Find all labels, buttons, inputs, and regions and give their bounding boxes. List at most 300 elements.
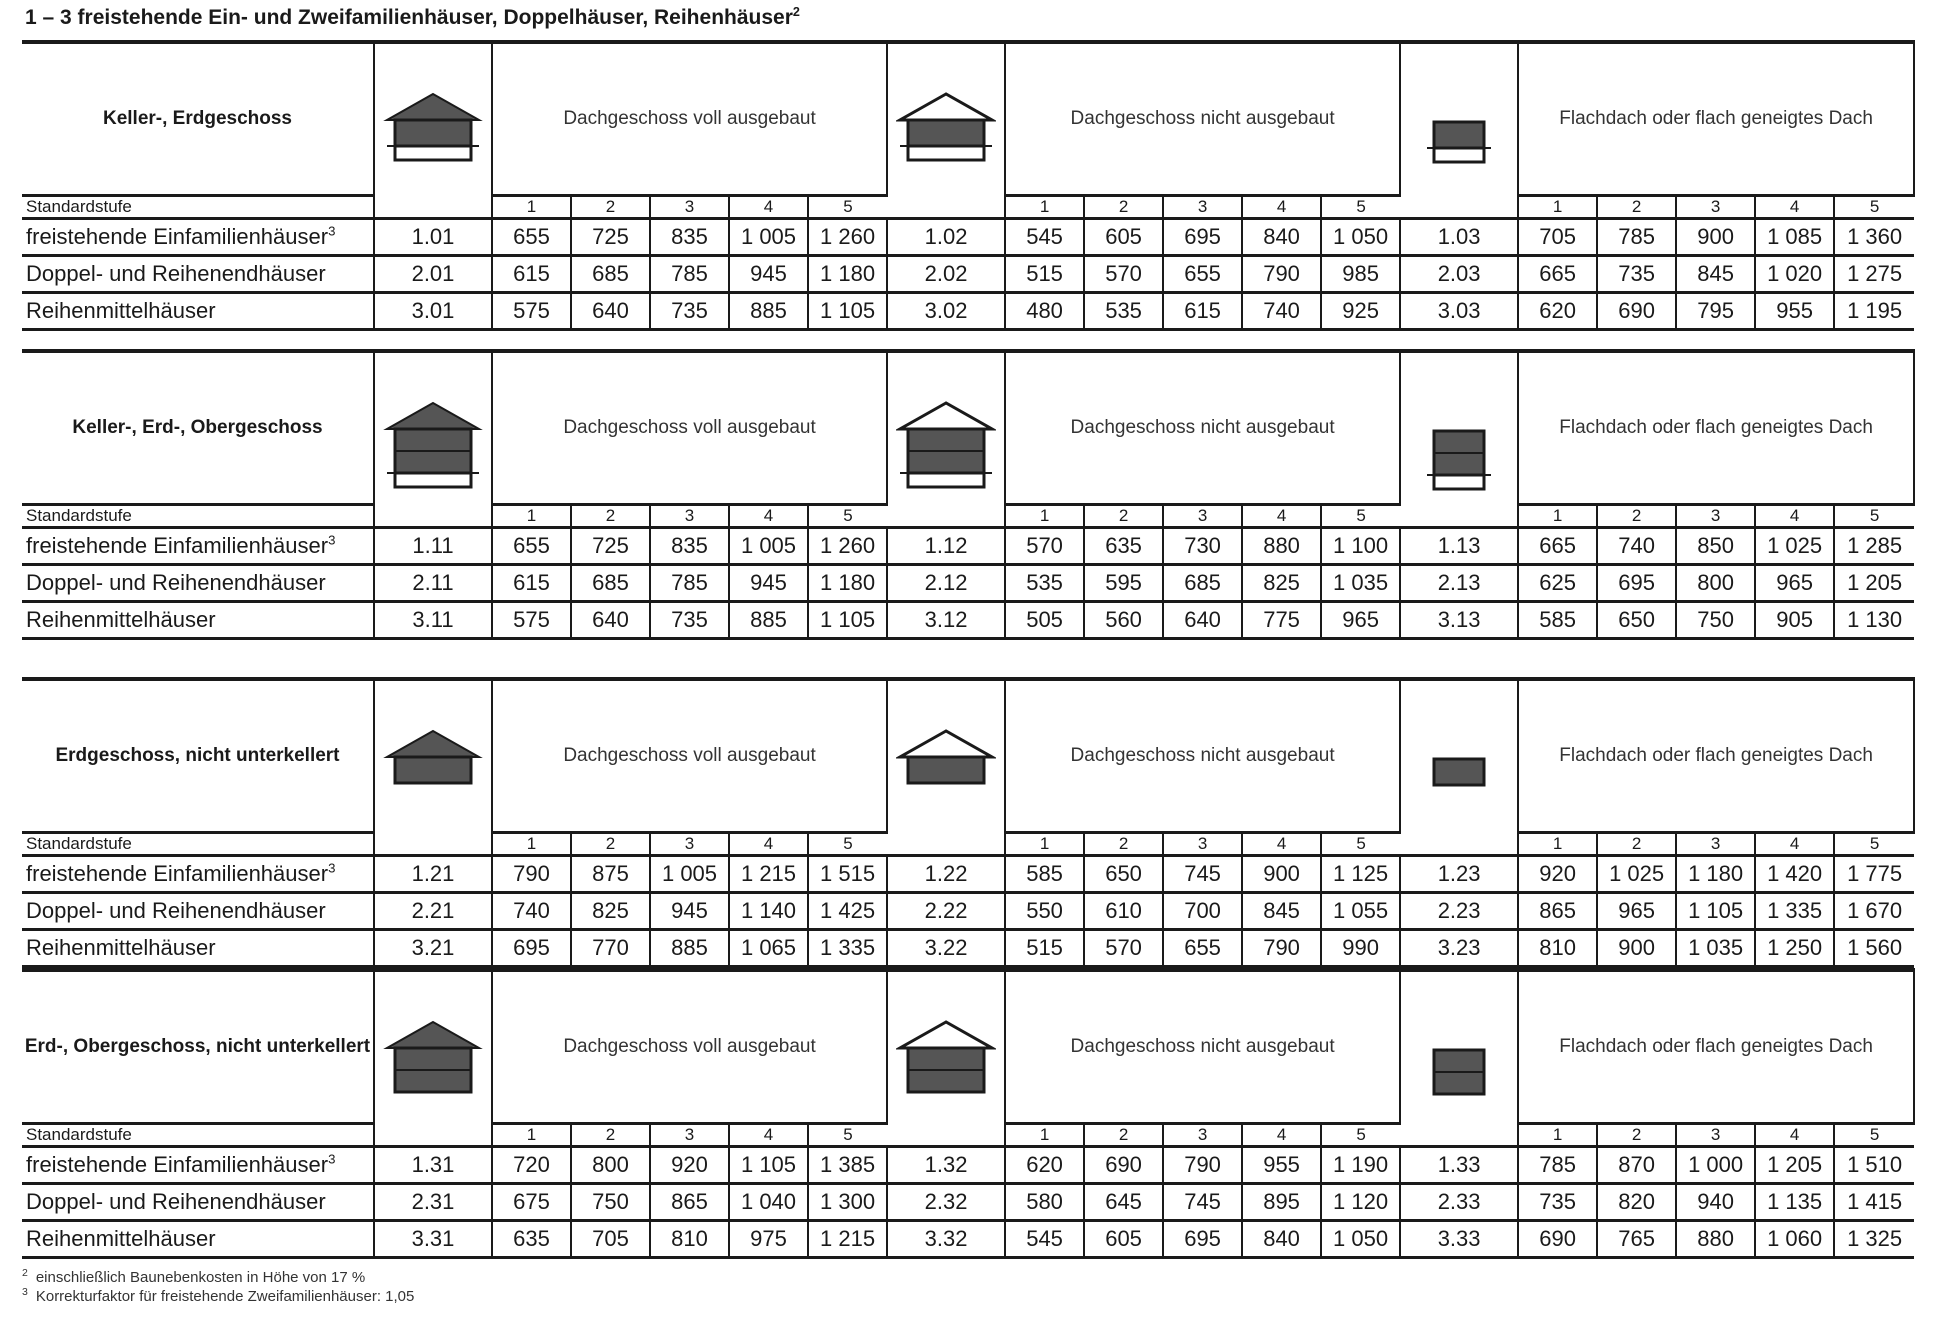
cost-value: 850: [1676, 528, 1755, 565]
type-code: 3.02: [887, 293, 1005, 330]
cost-value: 1 335: [808, 930, 887, 967]
table-row: [22, 565, 1914, 602]
type-code: 2.21: [374, 893, 492, 930]
cost-value: 1 130: [1834, 602, 1914, 639]
cost-value: 835: [650, 528, 729, 565]
cost-value: 880: [1676, 1221, 1755, 1258]
standard-level: 1: [1005, 196, 1084, 219]
standard-level: 3: [1163, 1124, 1242, 1147]
roof-icon-cell: [887, 351, 1005, 528]
cost-value: 1 205: [1755, 1147, 1834, 1184]
standard-level: 5: [1321, 505, 1400, 528]
type-code: 1.31: [374, 1147, 492, 1184]
cost-value: 975: [729, 1221, 808, 1258]
cost-value: 640: [571, 602, 650, 639]
type-code: 2.23: [1400, 893, 1518, 930]
cost-value: 1 420: [1755, 856, 1834, 893]
flat-roof-ground-upper-icon: [1409, 1016, 1509, 1126]
cost-value: 745: [1163, 856, 1242, 893]
cost-value: 800: [571, 1147, 650, 1184]
type-code: 3.13: [1400, 602, 1518, 639]
cost-value: 705: [1518, 219, 1597, 256]
cost-value: 825: [571, 893, 650, 930]
cost-value: 545: [1005, 1221, 1084, 1258]
cost-value: 570: [1005, 528, 1084, 565]
table-row: [22, 1147, 1914, 1184]
standard-level: 1: [1005, 1124, 1084, 1147]
cost-value: 900: [1676, 219, 1755, 256]
type-code: 3.12: [887, 602, 1005, 639]
roof-icon-cell: [1400, 970, 1518, 1147]
standard-level: 5: [1321, 196, 1400, 219]
cost-value: 1 000: [1676, 1147, 1755, 1184]
cost-value: 885: [729, 293, 808, 330]
roof-icon-cell: [1400, 351, 1518, 528]
cost-value: 605: [1084, 1221, 1163, 1258]
cost-value: 810: [650, 1221, 729, 1258]
cost-value: 725: [571, 219, 650, 256]
section-title: Erdgeschoss, nicht unterkellert: [22, 679, 374, 833]
cost-value: 1 215: [808, 1221, 887, 1258]
table-title: 1 – 3 freistehende Ein- und Zweifamilienhäuser, Doppelhäuser, Reihenhäuser$^2$: [25, 5, 800, 29]
standard-level: 5: [808, 196, 887, 219]
table-row: [22, 930, 1914, 967]
cost-value: 835: [650, 219, 729, 256]
cost-value: 840: [1242, 1221, 1321, 1258]
standard-level: 3: [1163, 833, 1242, 856]
house-ground-open-attic-icon: [896, 725, 996, 835]
cost-value: 665: [1518, 256, 1597, 293]
type-code: 3.32: [887, 1221, 1005, 1258]
cost-value: 895: [1242, 1184, 1321, 1221]
standard-level: 1: [1518, 196, 1597, 219]
type-code: 1.11: [374, 528, 492, 565]
cost-value: 570: [1084, 930, 1163, 967]
standard-level: 4: [1755, 833, 1834, 856]
type-code: 3.31: [374, 1221, 492, 1258]
roof-icon-cell: [887, 679, 1005, 856]
cost-value: 665: [1518, 528, 1597, 565]
cost-value: 690: [1597, 293, 1676, 330]
type-code: 1.01: [374, 219, 492, 256]
cost-value: 1 055: [1321, 893, 1400, 930]
cost-value: 865: [1518, 893, 1597, 930]
cost-value: 1 325: [1834, 1221, 1914, 1258]
cost-value: 785: [650, 565, 729, 602]
cost-value: 790: [1163, 1147, 1242, 1184]
standard-level: 1: [1005, 833, 1084, 856]
footnote-2: $^2$ einschließlich Baunebenkosten in Höhe von 17 %: [22, 1267, 366, 1286]
type-code: 1.21: [374, 856, 492, 893]
cost-value: 685: [1163, 565, 1242, 602]
standard-level: 1: [492, 1124, 571, 1147]
standard-level: 2: [571, 1124, 650, 1147]
cost-value: 1 065: [729, 930, 808, 967]
cost-value: 655: [1163, 256, 1242, 293]
standard-level: 1: [492, 196, 571, 219]
cost-value: 725: [571, 528, 650, 565]
standard-level: 1: [492, 505, 571, 528]
house-type-label: Reihenmittelhäuser: [22, 602, 374, 639]
type-code: 1.12: [887, 528, 1005, 565]
table-row: [22, 602, 1914, 639]
cost-value: 575: [492, 602, 571, 639]
cost-value: 1 260: [808, 528, 887, 565]
cost-value: 505: [1005, 602, 1084, 639]
cost-value: 655: [492, 219, 571, 256]
cost-value: 875: [571, 856, 650, 893]
house-basement-ground-attic-icon: [383, 88, 483, 198]
cost-value: 1 180: [808, 256, 887, 293]
cost-value: 695: [1163, 1221, 1242, 1258]
cost-value: 1 085: [1755, 219, 1834, 256]
standard-label: Standardstufe: [22, 833, 374, 856]
roof-icon-cell: [1400, 42, 1518, 219]
column-group-header: Dachgeschoss nicht ausgebaut: [1005, 679, 1400, 833]
cost-value: 1 260: [808, 219, 887, 256]
standard-label: Standardstufe: [22, 196, 374, 219]
standard-level: 5: [1834, 833, 1914, 856]
column-group-header: Flachdach oder flach geneigtes Dach: [1518, 679, 1914, 833]
type-code: 2.01: [374, 256, 492, 293]
cost-value: 765: [1597, 1221, 1676, 1258]
cost-value: 785: [1518, 1147, 1597, 1184]
cost-value: 1 105: [729, 1147, 808, 1184]
cost-value: 985: [1321, 256, 1400, 293]
type-code: 1.13: [1400, 528, 1518, 565]
section-title: Keller-, Erd-, Obergeschoss: [22, 351, 374, 505]
standard-level: 3: [1163, 196, 1242, 219]
cost-value: 790: [492, 856, 571, 893]
standard-level: 2: [1084, 1124, 1163, 1147]
cost-value: 735: [650, 293, 729, 330]
house-three-storey-attic-icon: [383, 397, 483, 507]
cost-value: 920: [650, 1147, 729, 1184]
cost-value: 515: [1005, 930, 1084, 967]
standard-level: 5: [1834, 505, 1914, 528]
cost-value: 1 775: [1834, 856, 1914, 893]
standard-level: 1: [1005, 505, 1084, 528]
section-title: Keller-, Erdgeschoss: [22, 42, 374, 196]
cost-value: 785: [650, 256, 729, 293]
cost-value: 965: [1755, 565, 1834, 602]
house-ground-attic-icon: [383, 725, 483, 835]
type-code: 3.21: [374, 930, 492, 967]
cost-value: 1 105: [1676, 893, 1755, 930]
house-type-label: Reihenmittelhäuser: [22, 930, 374, 967]
cost-value: 790: [1242, 256, 1321, 293]
table-row: [22, 256, 1914, 293]
cost-value: 610: [1084, 893, 1163, 930]
type-code: 2.11: [374, 565, 492, 602]
roof-icon-cell: [374, 970, 492, 1147]
footnote-3: $^3$ Korrekturfaktor für freistehende Zweifamilienhäuser: 1,05: [22, 1286, 415, 1305]
table-row: [22, 528, 1914, 565]
column-group-header: Flachdach oder flach geneigtes Dach: [1518, 970, 1914, 1124]
table-row: [22, 1184, 1914, 1221]
cost-value: 735: [1597, 256, 1676, 293]
type-code: 1.03: [1400, 219, 1518, 256]
roof-icon-cell: [374, 42, 492, 219]
cost-value: 620: [1005, 1147, 1084, 1184]
column-group-header: Dachgeschoss voll ausgebaut: [492, 42, 887, 196]
cost-value: 965: [1321, 602, 1400, 639]
cost-value: 655: [492, 528, 571, 565]
standard-level: 3: [650, 1124, 729, 1147]
cost-value: 1 415: [1834, 1184, 1914, 1221]
section-block: [22, 349, 1913, 639]
standard-level: 3: [650, 505, 729, 528]
standard-level: 5: [808, 505, 887, 528]
cost-value: 575: [492, 293, 571, 330]
cost-value: 900: [1597, 930, 1676, 967]
standard-level: 4: [1755, 505, 1834, 528]
cost-value: 655: [1163, 930, 1242, 967]
type-code: 3.11: [374, 602, 492, 639]
cost-value: 595: [1084, 565, 1163, 602]
standard-level: 2: [1597, 1124, 1676, 1147]
standard-level: 1: [1518, 1124, 1597, 1147]
cost-value: 585: [1518, 602, 1597, 639]
cost-value: 560: [1084, 602, 1163, 639]
flat-roof-basement-ground-icon: [1409, 88, 1509, 198]
standard-level: 3: [1676, 833, 1755, 856]
cost-value: 965: [1597, 893, 1676, 930]
standard-level: 2: [1084, 833, 1163, 856]
cost-value: 1 275: [1834, 256, 1914, 293]
cost-value: 650: [1084, 856, 1163, 893]
house-type-label: freistehende Einfamilienhäuser$^3$: [22, 1147, 374, 1184]
cost-value: 945: [729, 256, 808, 293]
cost-value: 870: [1597, 1147, 1676, 1184]
cost-value: 1 025: [1597, 856, 1676, 893]
cost-value: 1 195: [1834, 293, 1914, 330]
type-code: 2.32: [887, 1184, 1005, 1221]
standard-level: 1: [1518, 505, 1597, 528]
cost-value: 1 025: [1755, 528, 1834, 565]
cost-value: 625: [1518, 565, 1597, 602]
section-block: [22, 677, 1913, 967]
cost-value: 955: [1242, 1147, 1321, 1184]
cost-value: 825: [1242, 565, 1321, 602]
standard-level: 3: [650, 833, 729, 856]
type-code: 2.03: [1400, 256, 1518, 293]
cost-value: 945: [729, 565, 808, 602]
house-type-label: Reihenmittelhäuser: [22, 1221, 374, 1258]
cost-value: 1 205: [1834, 565, 1914, 602]
cost-value: 685: [571, 256, 650, 293]
standard-level: 2: [571, 505, 650, 528]
cost-value: 535: [1084, 293, 1163, 330]
cost-value: 885: [729, 602, 808, 639]
table-row: [22, 856, 1914, 893]
cost-value: 750: [571, 1184, 650, 1221]
cost-value: 885: [650, 930, 729, 967]
cost-value: 785: [1597, 219, 1676, 256]
house-type-label: Doppel- und Reihenendhäuser: [22, 565, 374, 602]
cost-value: 720: [492, 1147, 571, 1184]
standard-level: 4: [1755, 1124, 1834, 1147]
standard-level: 2: [1597, 196, 1676, 219]
house-ground-upper-open-attic-icon: [896, 1016, 996, 1126]
column-group-header: Flachdach oder flach geneigtes Dach: [1518, 42, 1914, 196]
type-code: 1.33: [1400, 1147, 1518, 1184]
cost-value: 1 515: [808, 856, 887, 893]
cost-value: 1 425: [808, 893, 887, 930]
type-code: 2.22: [887, 893, 1005, 930]
cost-value: 550: [1005, 893, 1084, 930]
cost-value: 820: [1597, 1184, 1676, 1221]
cost-value: 735: [1518, 1184, 1597, 1221]
cost-value: 695: [1163, 219, 1242, 256]
table-row: [22, 893, 1914, 930]
column-group-header: Dachgeschoss nicht ausgebaut: [1005, 970, 1400, 1124]
cost-value: 740: [1242, 293, 1321, 330]
cost-value: 865: [650, 1184, 729, 1221]
standard-level: 4: [1242, 833, 1321, 856]
type-code: 3.33: [1400, 1221, 1518, 1258]
cost-value: 1 100: [1321, 528, 1400, 565]
cost-value: 840: [1242, 219, 1321, 256]
house-basement-ground-open-attic-icon: [896, 88, 996, 198]
cost-value: 845: [1676, 256, 1755, 293]
column-group-header: Dachgeschoss voll ausgebaut: [492, 351, 887, 505]
cost-value: 685: [571, 565, 650, 602]
cost-value: 570: [1084, 256, 1163, 293]
standard-level: 2: [1084, 196, 1163, 219]
standard-level: 4: [729, 1124, 808, 1147]
cost-value: 1 120: [1321, 1184, 1400, 1221]
type-code: 2.33: [1400, 1184, 1518, 1221]
column-group-header: Dachgeschoss nicht ausgebaut: [1005, 42, 1400, 196]
type-code: 3.23: [1400, 930, 1518, 967]
standard-level: 5: [1321, 833, 1400, 856]
cost-value: 1 125: [1321, 856, 1400, 893]
house-type-label: freistehende Einfamilienhäuser$^3$: [22, 219, 374, 256]
standard-level: 3: [1676, 505, 1755, 528]
type-code: 1.22: [887, 856, 1005, 893]
section-block: [22, 40, 1913, 330]
cost-value: 990: [1321, 930, 1400, 967]
cost-value: 945: [650, 893, 729, 930]
cost-value: 1 360: [1834, 219, 1914, 256]
cost-value: 1 300: [808, 1184, 887, 1221]
type-code: 1.32: [887, 1147, 1005, 1184]
type-code: 1.23: [1400, 856, 1518, 893]
section-title: Erd-, Obergeschoss, nicht unterkellert: [22, 970, 374, 1124]
table-row: [22, 219, 1914, 256]
standard-level: 4: [729, 833, 808, 856]
standard-level: 5: [808, 833, 887, 856]
cost-value: 800: [1676, 565, 1755, 602]
standard-level: 3: [1163, 505, 1242, 528]
flat-roof-ground-icon: [1409, 725, 1509, 835]
cost-value: 880: [1242, 528, 1321, 565]
cost-value: 795: [1676, 293, 1755, 330]
type-code: 1.02: [887, 219, 1005, 256]
cost-value: 1 250: [1755, 930, 1834, 967]
cost-value: 695: [492, 930, 571, 967]
cost-value: 1 060: [1755, 1221, 1834, 1258]
cost-value: 790: [1242, 930, 1321, 967]
cost-value: 745: [1163, 1184, 1242, 1221]
cost-value: 1 005: [650, 856, 729, 893]
standard-level: 5: [1321, 1124, 1400, 1147]
cost-value: 635: [492, 1221, 571, 1258]
cost-value: 1 180: [808, 565, 887, 602]
cost-value: 940: [1676, 1184, 1755, 1221]
section-block: [22, 968, 1913, 1258]
cost-value: 845: [1242, 893, 1321, 930]
cost-value: 740: [1597, 528, 1676, 565]
cost-value: 1 050: [1321, 1221, 1400, 1258]
cost-value: 1 020: [1755, 256, 1834, 293]
standard-level: 4: [1242, 505, 1321, 528]
cost-value: 1 050: [1321, 219, 1400, 256]
standard-level: 2: [571, 196, 650, 219]
standard-level: 4: [1242, 1124, 1321, 1147]
cost-value: 605: [1084, 219, 1163, 256]
cost-value: 615: [1163, 293, 1242, 330]
standard-label: Standardstufe: [22, 505, 374, 528]
standard-level: 2: [1597, 505, 1676, 528]
standard-level: 2: [571, 833, 650, 856]
house-ground-upper-attic-icon: [383, 1016, 483, 1126]
cost-value: 675: [492, 1184, 571, 1221]
standard-level: 3: [1676, 196, 1755, 219]
cost-value: 900: [1242, 856, 1321, 893]
cost-value: 1 105: [808, 602, 887, 639]
cost-value: 920: [1518, 856, 1597, 893]
cost-value: 690: [1518, 1221, 1597, 1258]
cost-value: 695: [1597, 565, 1676, 602]
roof-icon-cell: [887, 42, 1005, 219]
house-type-label: freistehende Einfamilienhäuser$^3$: [22, 528, 374, 565]
cost-value: 810: [1518, 930, 1597, 967]
house-type-label: Doppel- und Reihenendhäuser: [22, 256, 374, 293]
cost-value: 515: [1005, 256, 1084, 293]
standard-level: 5: [1834, 1124, 1914, 1147]
cost-value: 580: [1005, 1184, 1084, 1221]
cost-value: 615: [492, 256, 571, 293]
house-type-label: Doppel- und Reihenendhäuser: [22, 1184, 374, 1221]
roof-icon-cell: [374, 679, 492, 856]
standard-level: 2: [1084, 505, 1163, 528]
cost-value: 1 285: [1834, 528, 1914, 565]
cost-value: 740: [492, 893, 571, 930]
cost-value: 1 510: [1834, 1147, 1914, 1184]
standard-level: 4: [729, 505, 808, 528]
cost-value: 925: [1321, 293, 1400, 330]
standard-level: 1: [492, 833, 571, 856]
table-row: [22, 1221, 1914, 1258]
cost-value: 690: [1084, 1147, 1163, 1184]
cost-value: 775: [1242, 602, 1321, 639]
house-type-label: freistehende Einfamilienhäuser$^3$: [22, 856, 374, 893]
flat-roof-three-storey-icon: [1409, 397, 1509, 507]
standard-level: 5: [808, 1124, 887, 1147]
cost-value: 770: [571, 930, 650, 967]
cost-value: 535: [1005, 565, 1084, 602]
cost-value: 1 385: [808, 1147, 887, 1184]
cost-value: 1 035: [1676, 930, 1755, 967]
column-group-header: Dachgeschoss nicht ausgebaut: [1005, 351, 1400, 505]
column-group-header: Flachdach oder flach geneigtes Dach: [1518, 351, 1914, 505]
standard-level: 5: [1834, 196, 1914, 219]
column-group-header: Dachgeschoss voll ausgebaut: [492, 679, 887, 833]
cost-value: 635: [1084, 528, 1163, 565]
cost-value: 615: [492, 565, 571, 602]
